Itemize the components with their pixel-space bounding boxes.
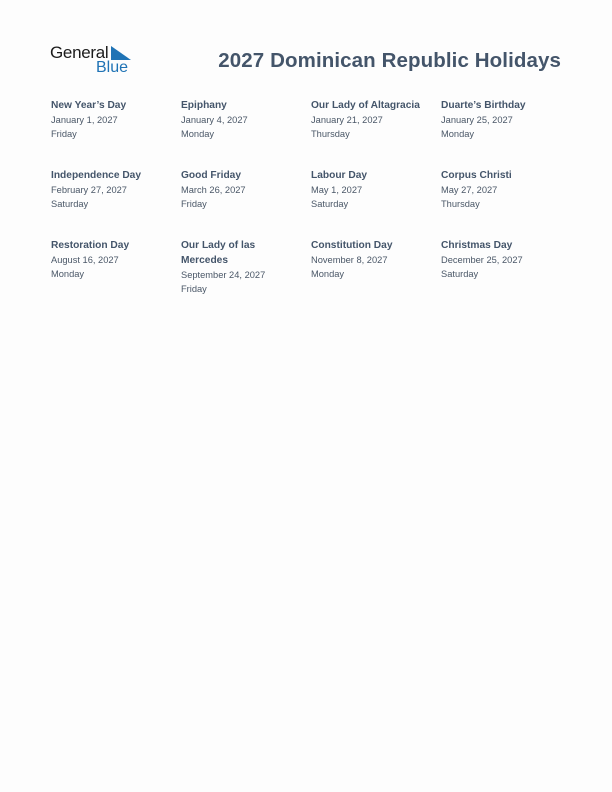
page-title: 2027 Dominican Republic Holidays	[218, 49, 561, 72]
holiday-name: Our Lady of Altagracia	[311, 100, 420, 111]
holiday-entry	[311, 168, 436, 211]
holiday-weekday: Saturday	[311, 199, 349, 209]
holiday-weekday: Friday	[181, 199, 207, 209]
holiday-weekday: Monday	[181, 129, 215, 139]
holiday-name: Our Lady of las Mercedes	[181, 240, 256, 266]
logo-word-blue: Blue	[96, 59, 129, 76]
holiday-name: Christmas Day	[441, 240, 513, 251]
holiday-entry	[441, 98, 566, 141]
holiday-date: January 25, 2027	[441, 115, 513, 125]
holiday-entry	[441, 168, 566, 211]
holiday-name: New Year’s Day	[51, 100, 127, 111]
holiday-date: January 21, 2027	[311, 115, 383, 125]
holiday-name: Restoration Day	[51, 240, 130, 251]
holiday-entry	[51, 238, 176, 281]
holiday-name: Corpus Christi	[441, 170, 512, 181]
holiday-date: March 26, 2027	[181, 185, 246, 195]
holiday-entry	[311, 238, 436, 281]
holiday-date: January 1, 2027	[51, 115, 118, 125]
holiday-weekday: Saturday	[51, 199, 89, 209]
holiday-weekday: Monday	[441, 129, 475, 139]
holiday-entry	[181, 238, 276, 296]
holiday-weekday: Friday	[181, 284, 207, 294]
holiday-weekday: Friday	[51, 129, 77, 139]
holiday-date: January 4, 2027	[181, 115, 248, 125]
holiday-weekday: Monday	[51, 269, 85, 279]
holiday-entry	[51, 168, 176, 211]
holiday-date: December 25, 2027	[441, 255, 523, 265]
holiday-weekday: Thursday	[311, 129, 350, 139]
holiday-name: Duarte’s Birthday	[441, 100, 526, 111]
holiday-date: May 1, 2027	[311, 185, 363, 195]
holiday-date: May 27, 2027	[441, 185, 498, 195]
holiday-date: November 8, 2027	[311, 255, 388, 265]
logo-word-general: General	[50, 43, 109, 62]
holiday-name: Epiphany	[181, 100, 227, 111]
holiday-date: February 27, 2027	[51, 185, 127, 195]
holiday-weekday: Saturday	[441, 269, 479, 279]
holiday-entry	[181, 168, 306, 211]
holiday-weekday: Thursday	[441, 199, 480, 209]
holiday-name: Constitution Day	[311, 240, 393, 251]
general-blue-logo	[50, 43, 132, 79]
holiday-entry	[441, 238, 566, 281]
holiday-name: Good Friday	[181, 170, 241, 181]
holiday-entry	[181, 98, 306, 141]
holiday-name: Labour Day	[311, 170, 368, 181]
holiday-entry	[51, 98, 176, 141]
holiday-weekday: Monday	[311, 269, 345, 279]
holiday-date: August 16, 2027	[51, 255, 119, 265]
logo-triangle-icon	[111, 46, 131, 60]
holiday-date: September 24, 2027	[181, 270, 266, 280]
holiday-name: Independence Day	[51, 170, 142, 181]
holiday-entry	[311, 98, 436, 141]
